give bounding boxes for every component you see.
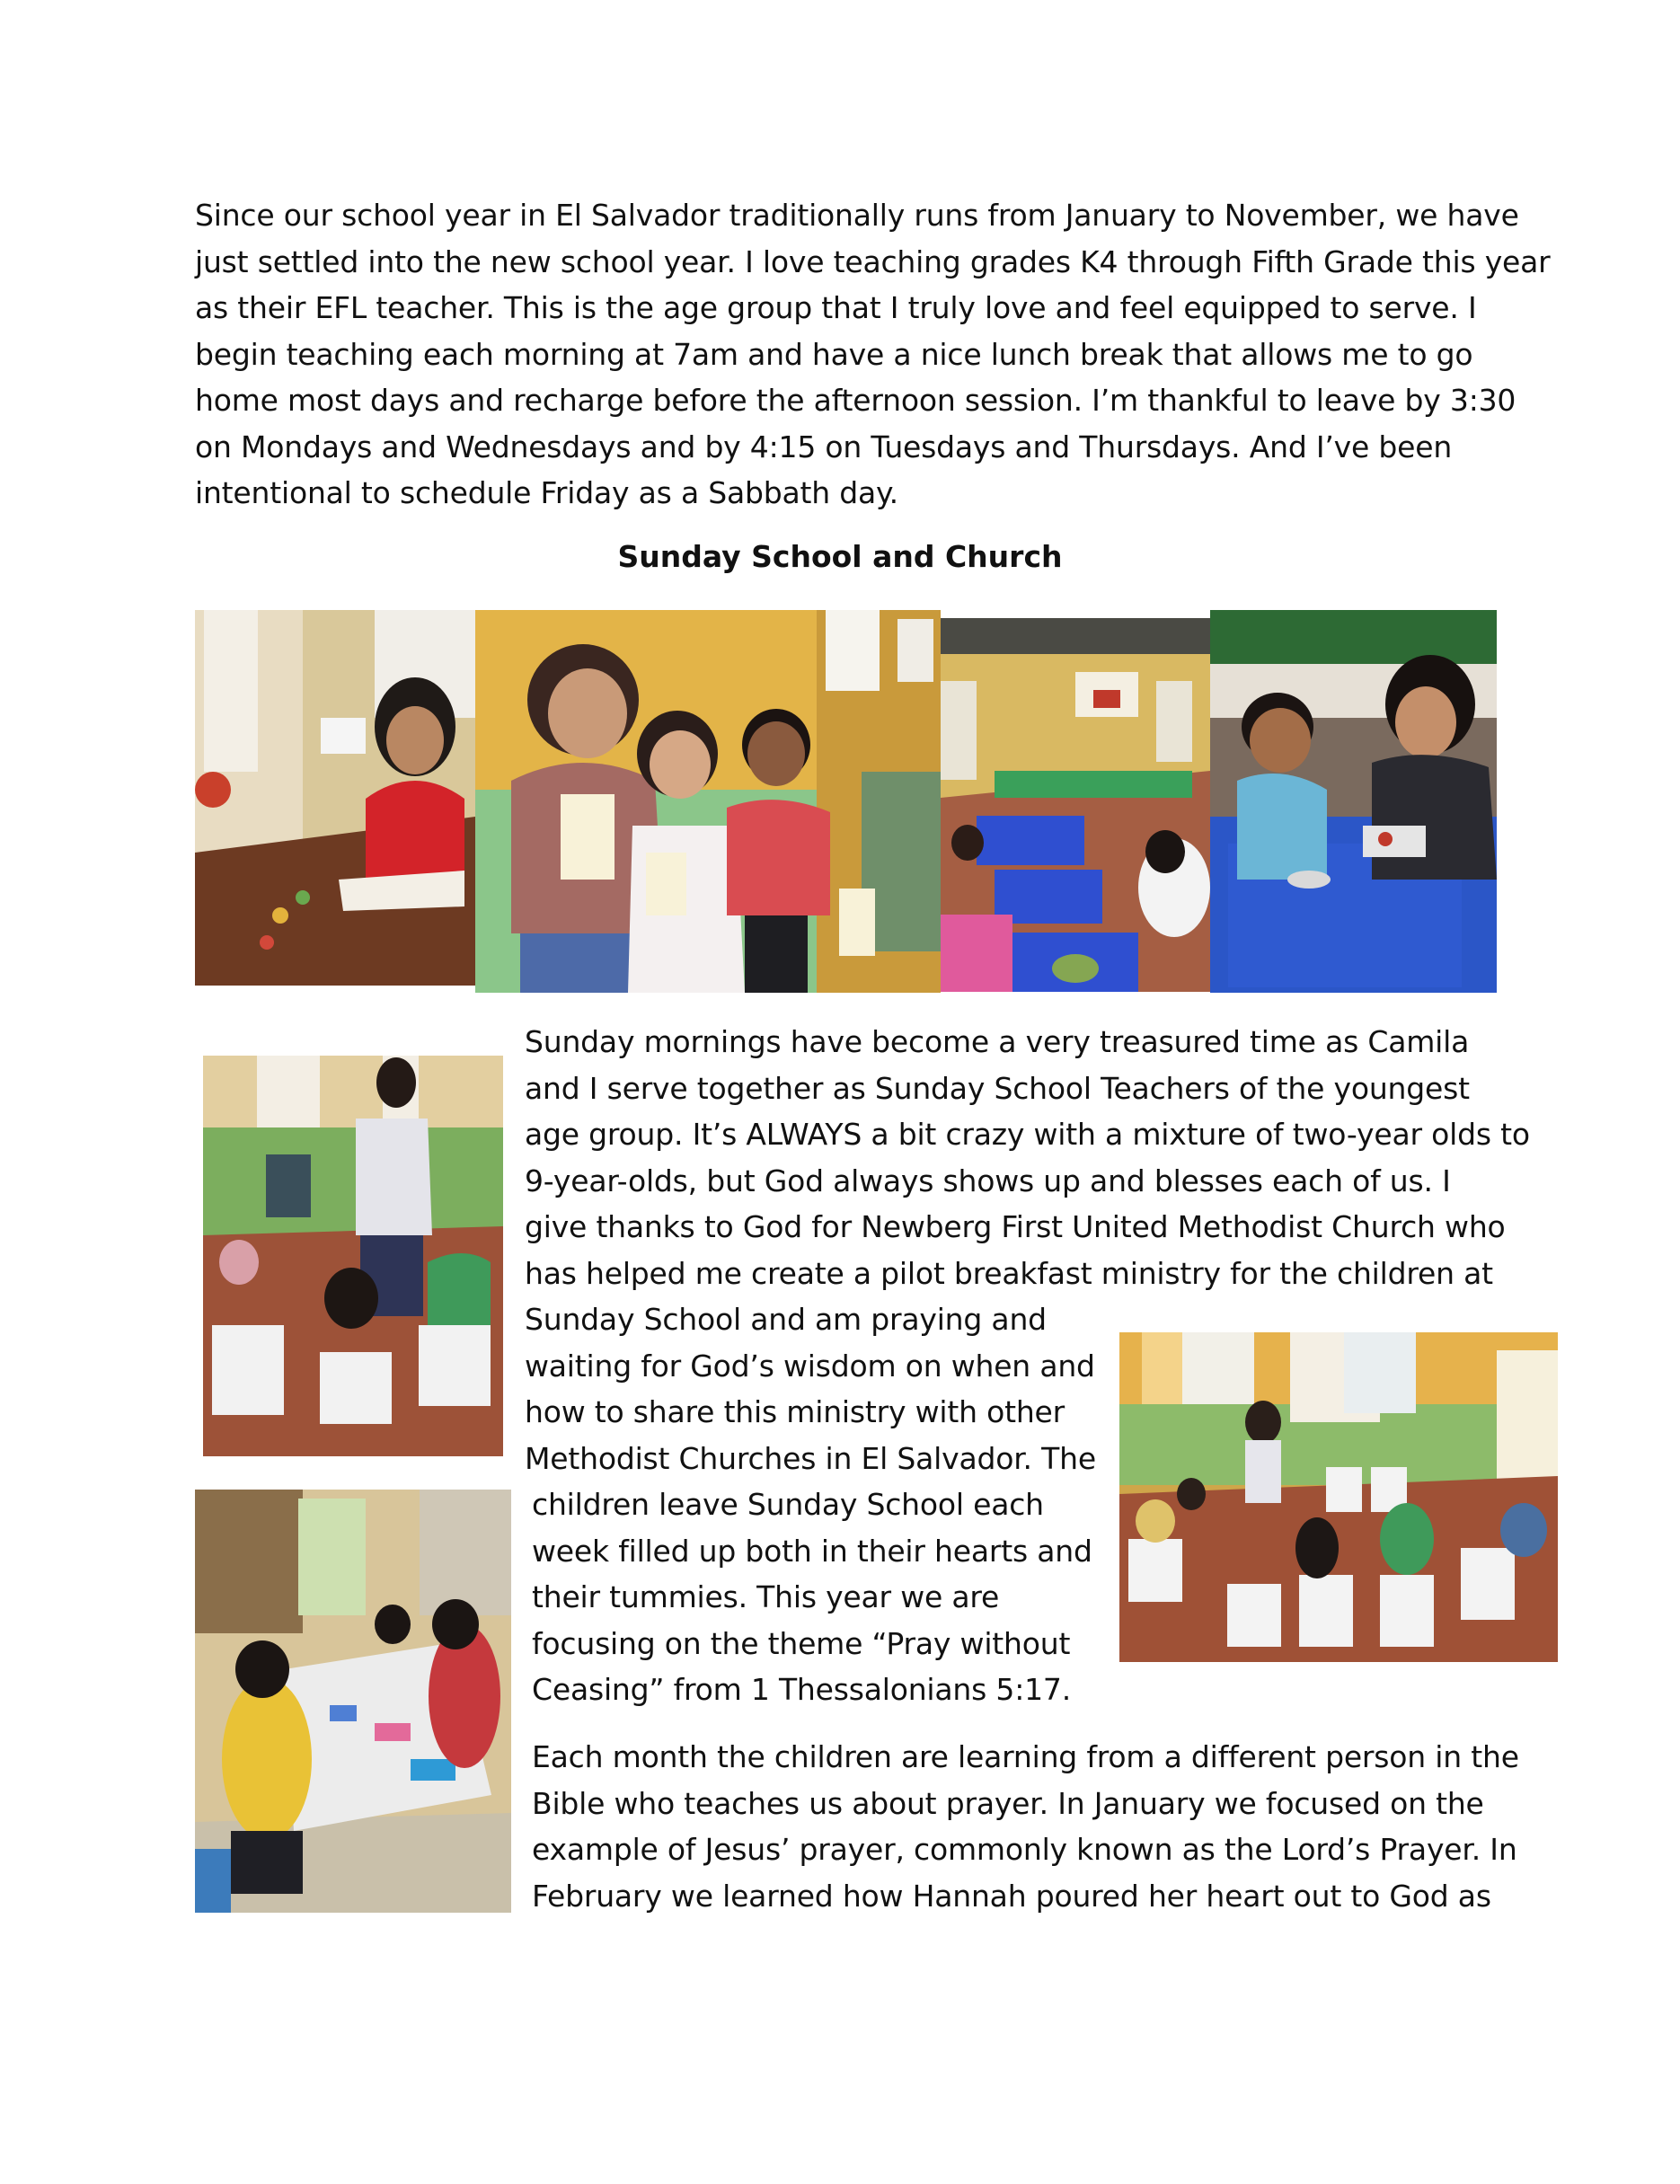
- text-line: waiting for God’s wisdom on when and: [525, 1348, 1095, 1384]
- text-line: week filled up both in their hearts and: [532, 1533, 1092, 1569]
- photo-boy-with-teacher: [1210, 610, 1497, 993]
- text-line: example of Jesus’ prayer, commonly known as the Lord’s Prayer. In: [532, 1832, 1517, 1867]
- prayer-paragraph: [532, 1734, 1519, 1919]
- photo-classroom-circle: [1119, 1332, 1558, 1662]
- text-line: on Mondays and Wednesdays and by 4:15 on Tuesdays and Thursdays. And I’ve been: [195, 429, 1453, 464]
- sunday-school-paragraph-middle: [525, 1296, 1096, 1481]
- intro-paragraph: [195, 192, 1551, 517]
- text-line: age group. It’s ALWAYS a bit crazy with a mixture of two-year olds to: [525, 1117, 1530, 1152]
- text-line: Sunday School and am praying and: [525, 1302, 1047, 1337]
- text-line: begin teaching each morning at 7am and have a nice lunch break that allows me to go: [195, 336, 1473, 372]
- sunday-school-paragraph-bottom: [532, 1481, 1092, 1713]
- text-line: give thanks to God for Newberg First United Methodist Church who: [525, 1209, 1506, 1244]
- photo-breakfast-tables: [941, 618, 1210, 992]
- photo-girl-on-floor: [195, 610, 475, 986]
- text-line: just settled into the new school year. I love teaching grades K4 through Fifth Grade this year: [195, 243, 1551, 279]
- text-line: Sunday mornings have become a very treasured time as Camila: [525, 1024, 1470, 1059]
- text-line: Methodist Churches in El Salvador. The: [525, 1440, 1096, 1476]
- text-line: how to share this ministry with other: [525, 1394, 1065, 1429]
- text-line: intentional to schedule Friday as a Sabbath day.: [195, 475, 898, 510]
- text-line: home most days and recharge before the afternoon session. I’m thankful to leave by 3:30: [195, 383, 1516, 418]
- text-line: focusing on the theme “Pray without: [532, 1625, 1071, 1661]
- text-line: Ceasing” from 1 Thessalonians 5:17.: [532, 1672, 1071, 1707]
- text-line: as their EFL teacher. This is the age group that I truly love and feel equipped to serve. I: [195, 290, 1477, 325]
- text-line: children leave Sunday School each: [532, 1487, 1044, 1522]
- section-heading: Sunday School and Church: [617, 539, 1063, 574]
- photo-teacher-in-circle: [203, 1056, 503, 1456]
- sunday-school-paragraph-top: [525, 1019, 1530, 1296]
- text-line: and I serve together as Sunday School Teachers of the youngest: [525, 1070, 1470, 1106]
- photo-children-with-crafts: [475, 610, 941, 993]
- text-line: Each month the children are learning from a different person in the: [532, 1739, 1519, 1774]
- photo-craft-table: [195, 1490, 511, 1913]
- text-line: 9-year-olds, but God always shows up and blesses each of us. I: [525, 1163, 1451, 1198]
- text-line: has helped me create a pilot breakfast ministry for the children at: [525, 1255, 1493, 1291]
- text-line: February we learned how Hannah poured her heart out to God as: [532, 1878, 1491, 1914]
- text-line: Since our school year in El Salvador traditionally runs from January to November, we have: [195, 198, 1519, 233]
- text-line: their tummies. This year we are: [532, 1579, 1000, 1614]
- text-line: Bible who teaches us about prayer. In January we focused on the: [532, 1785, 1484, 1821]
